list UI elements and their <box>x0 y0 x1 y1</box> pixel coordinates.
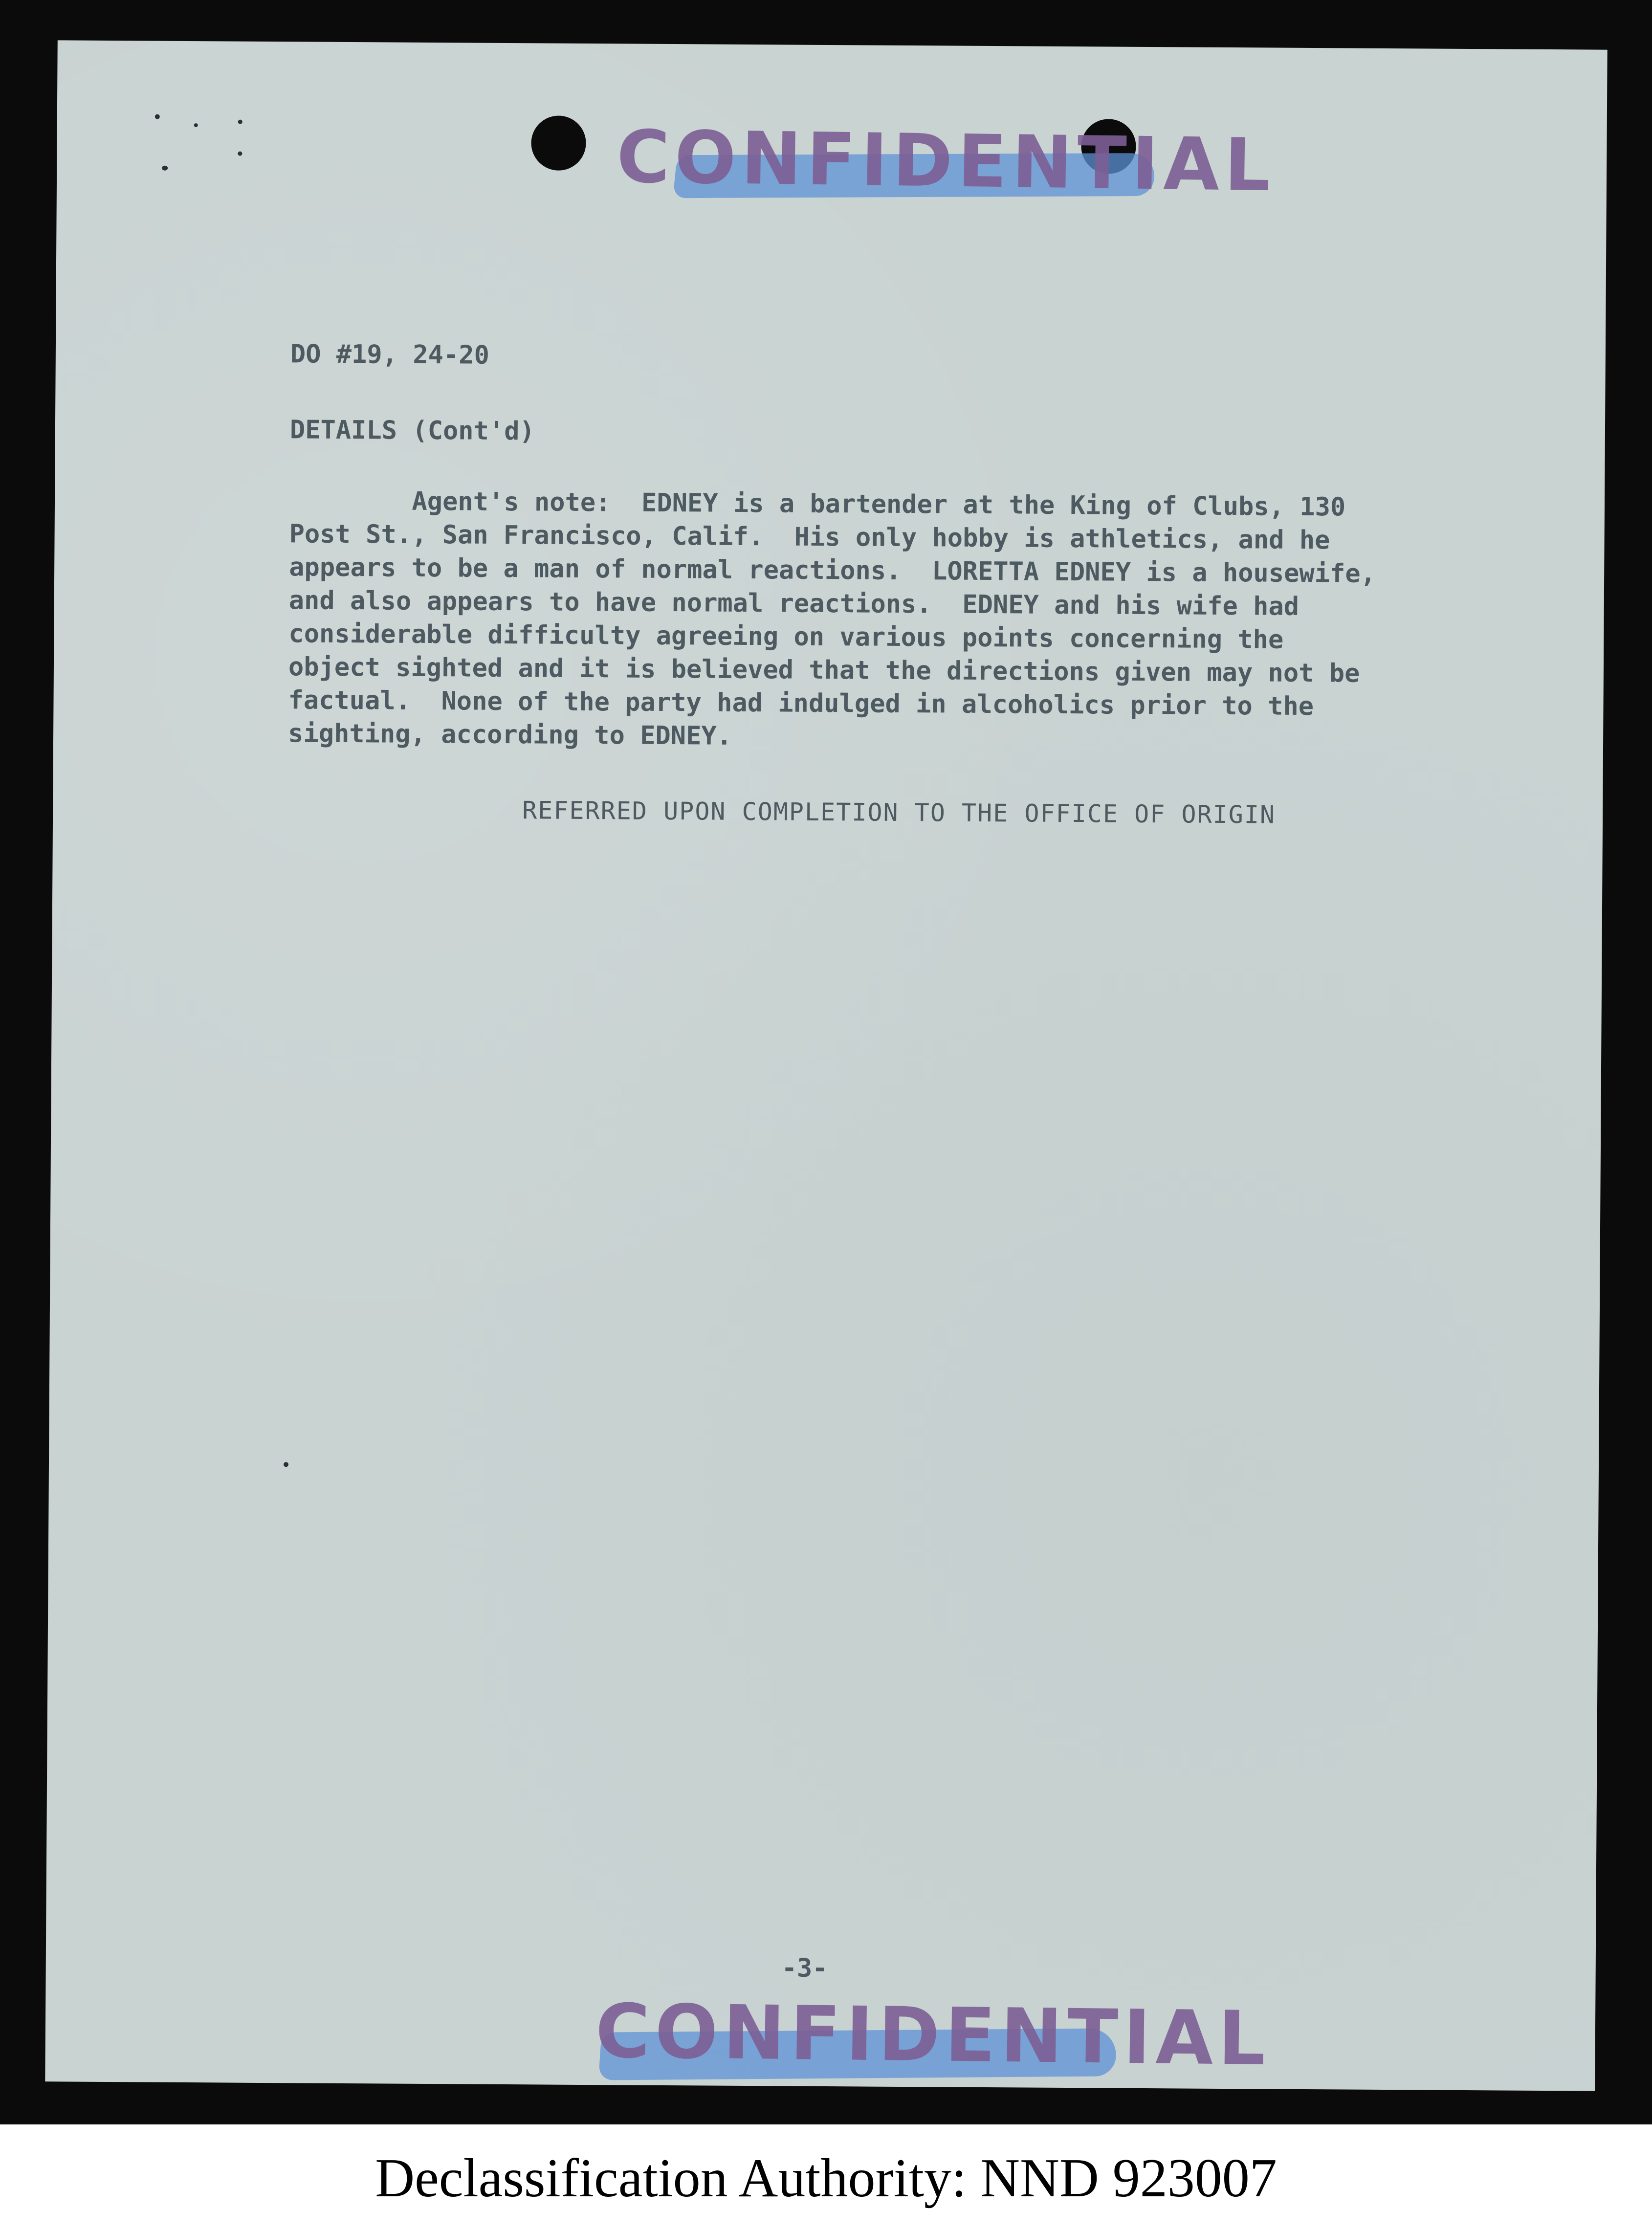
body-line: appears to be a man of normal reactions. LORETTA EDNEY is a housewife, <box>289 552 1376 589</box>
ink-speck <box>194 123 198 127</box>
declassification-footer: Declassification Authority: NND 923007 <box>375 2147 1277 2209</box>
confidential-stamp-top: CONFIDENTIAL <box>616 114 1276 208</box>
page-number: -3- <box>781 1953 828 1984</box>
body-line: Agent's note: EDNEY is a bartender at the King of Clubs, 130 <box>289 486 1346 522</box>
body-line: sighting, according to EDNEY. <box>287 719 732 751</box>
referral-notice: REFERRED UPON COMPLETION TO THE OFFICE OF ORIGIN <box>522 796 1276 829</box>
file-reference: DO #19, 24-20 <box>290 339 490 370</box>
ink-speck <box>284 1462 288 1467</box>
body-line: Post St., San Francisco, Calif. His only hobby is athletics, and he <box>289 519 1330 555</box>
document-page <box>45 40 1607 2091</box>
body-line: factual. None of the party had indulged in alcoholics prior to the <box>288 685 1314 722</box>
body-line: object sighted and it is believed that the directions given may not be <box>288 652 1360 688</box>
punch-hole-left <box>531 115 586 171</box>
ink-speck <box>155 114 160 119</box>
body-line: and also appears to have normal reactions. EDNEY and his wife had <box>288 586 1300 621</box>
ink-speck <box>162 166 168 171</box>
confidential-stamp-bottom: CONFIDENTIAL <box>595 1988 1271 2082</box>
ink-speck <box>238 152 242 156</box>
ink-speck <box>238 120 242 124</box>
section-heading: DETAILS (Cont'd) <box>289 415 535 446</box>
body-line: considerable difficulty agreeing on various points concerning the <box>288 619 1284 655</box>
